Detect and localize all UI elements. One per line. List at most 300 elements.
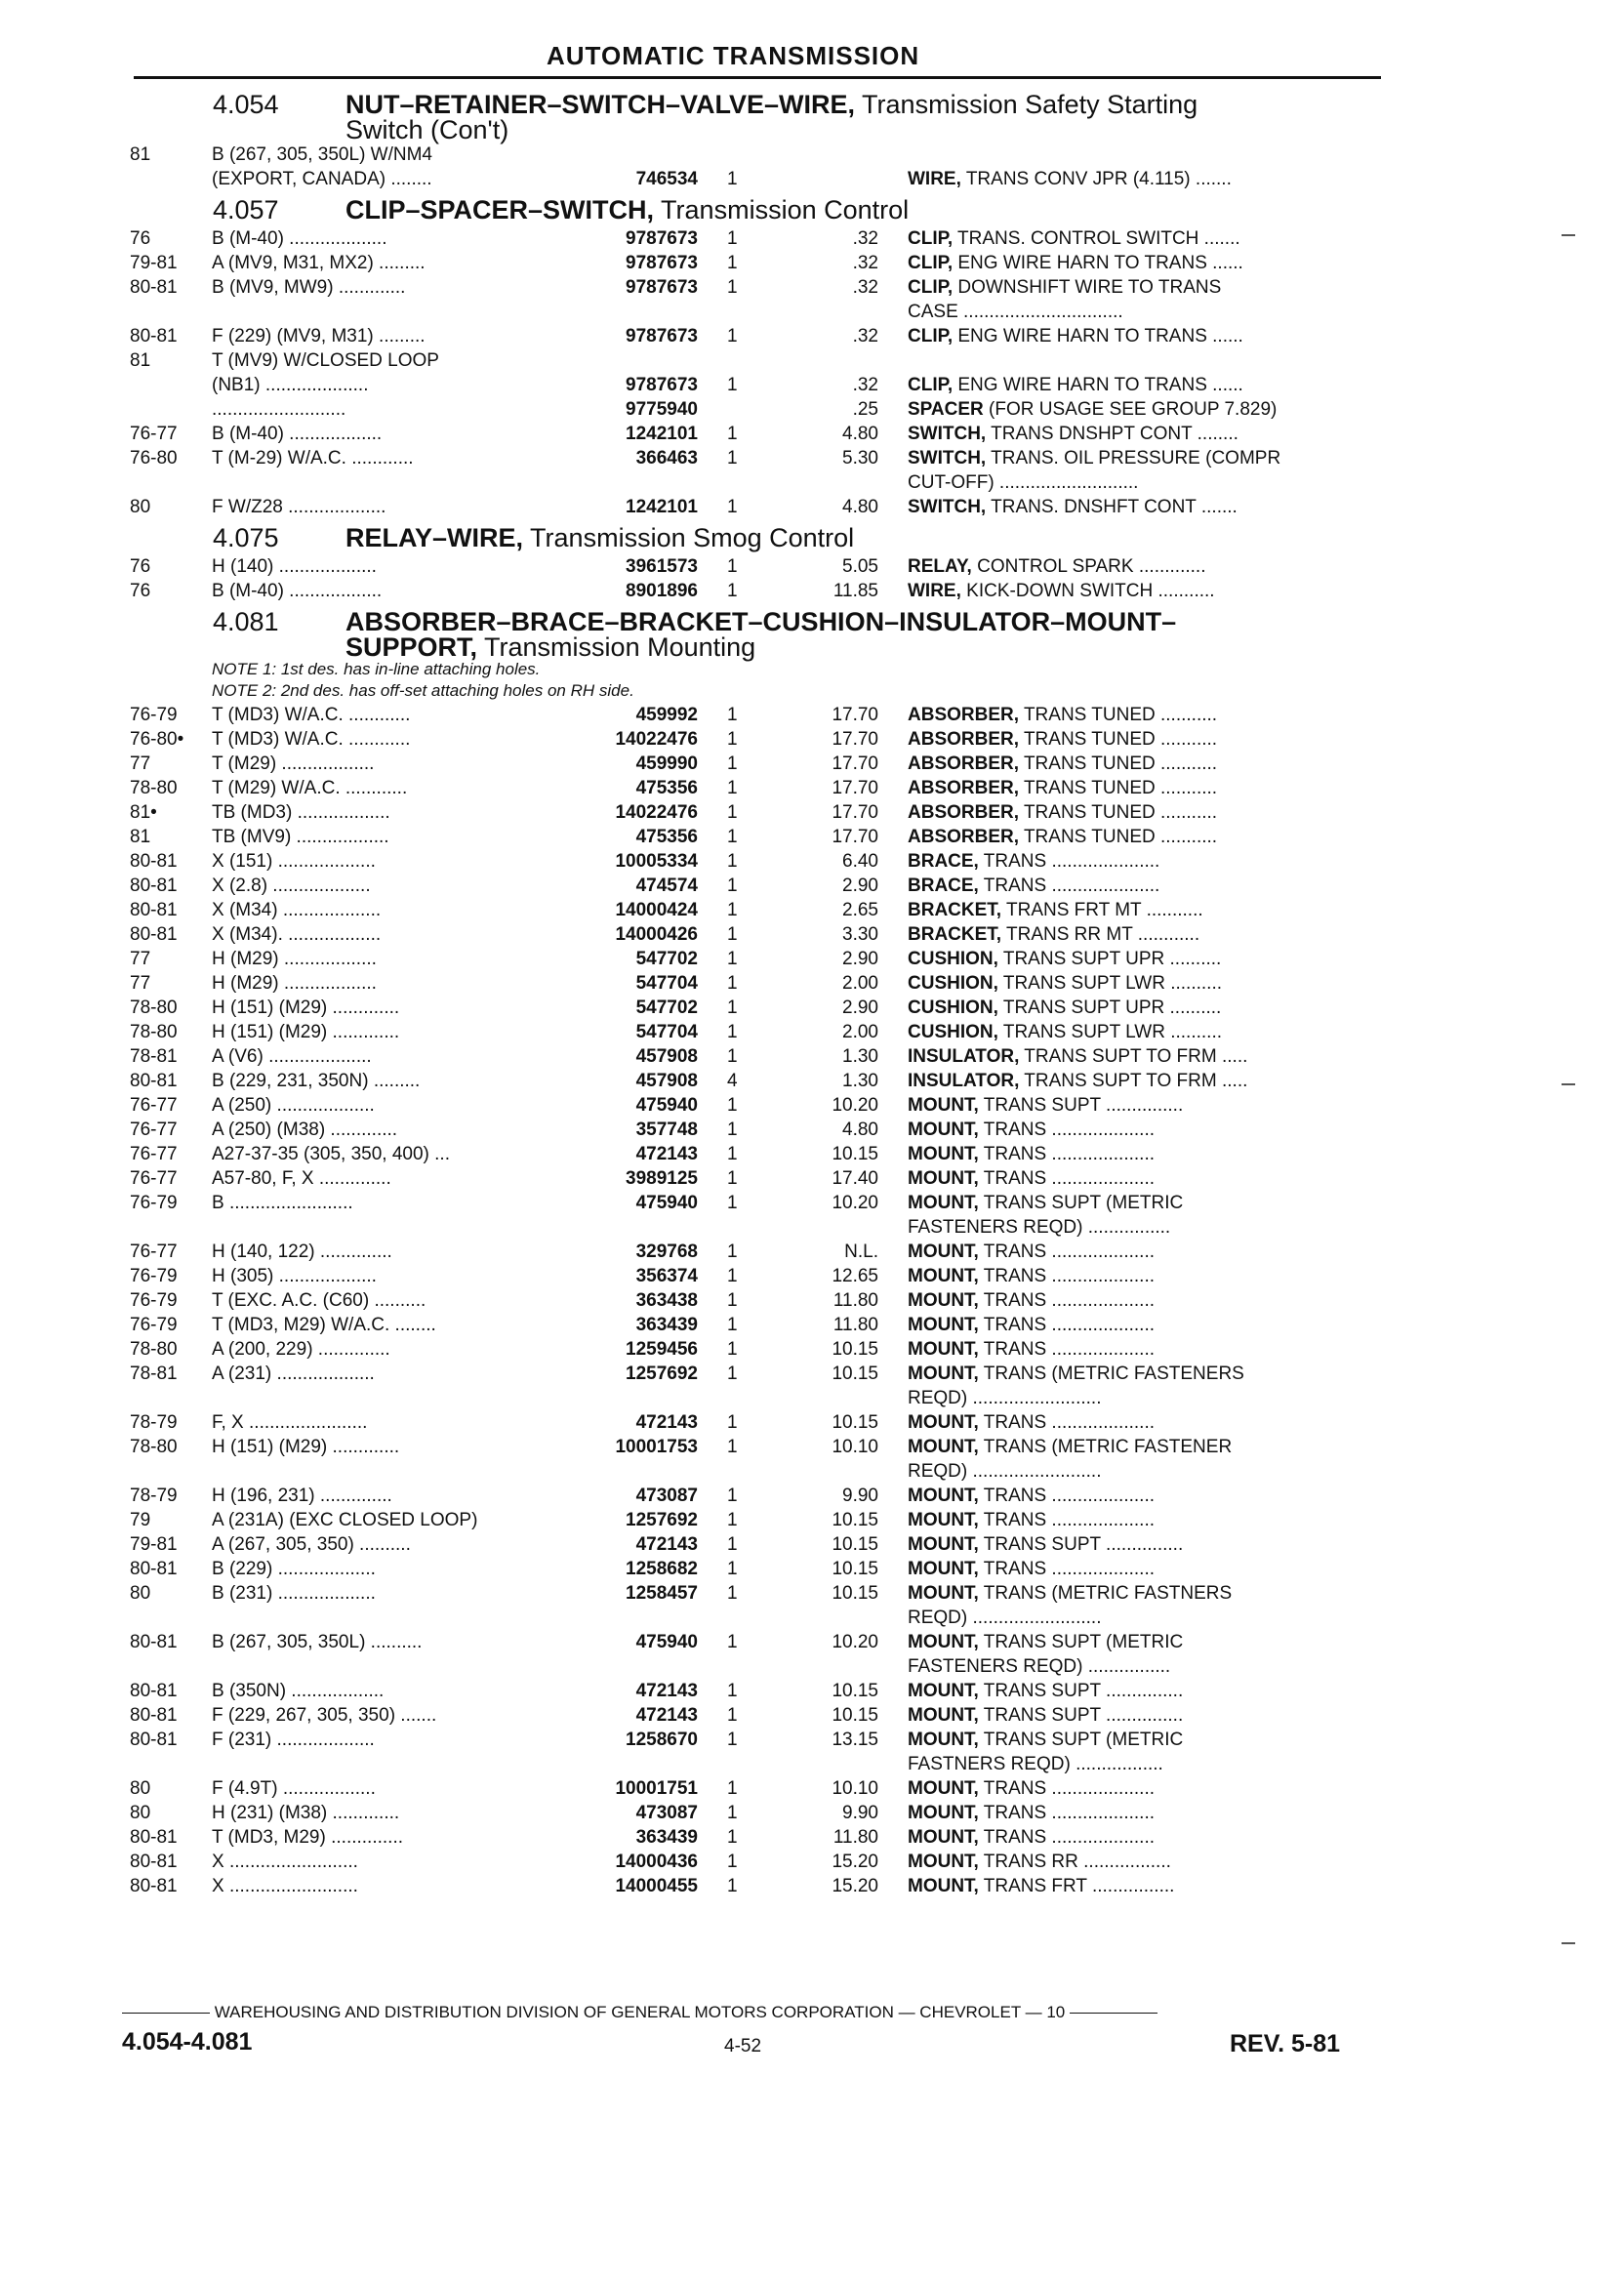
part-detail: TRANS CONV JPR (4.115) .......: [960, 169, 1232, 189]
price: 1.30: [842, 1071, 878, 1091]
model-year: 76-80•: [130, 729, 184, 750]
part-number: 1257692: [626, 1364, 698, 1384]
part-number: 475940: [635, 1632, 698, 1652]
model-code: B (MV9, MW9) .............: [212, 277, 406, 298]
part-description: [908, 1118, 1384, 1142]
section-heading: [213, 523, 854, 552]
model-year: 80-81: [130, 1876, 178, 1896]
part-number: 475356: [635, 778, 698, 798]
quantity: 1: [727, 1168, 738, 1189]
model-code: A (250) (M38) .............: [212, 1120, 398, 1140]
part-description: [908, 422, 1384, 446]
part-detail: TRANS ....................: [978, 1412, 1156, 1433]
part-detail: ENG WIRE HARN TO TRANS ......: [953, 253, 1243, 273]
part-description: [908, 727, 1384, 752]
price: 15.20: [832, 1876, 878, 1896]
section-title-rest: Transmission Control: [654, 195, 910, 224]
part-description: [908, 373, 1384, 397]
model-year: 80-81: [130, 326, 178, 346]
part-detail: TRANS ....................: [978, 1559, 1156, 1579]
price: 3.30: [842, 924, 878, 945]
margin-mark: [1562, 1083, 1575, 1085]
table-row: [0, 324, 1624, 348]
part-detail: TRANS ....................: [978, 1315, 1156, 1335]
table-row: [0, 1069, 1624, 1093]
part-description: [908, 1386, 1384, 1410]
part-name: BRACKET,: [908, 900, 1002, 920]
part-name: MOUNT,: [908, 1778, 979, 1799]
part-detail: TRANS .....................: [978, 851, 1160, 872]
quantity: 1: [727, 1681, 738, 1701]
part-number: 473087: [635, 1486, 698, 1506]
section-title: [345, 523, 854, 552]
quantity: 1: [727, 1632, 738, 1652]
model-year: 80-81: [130, 1730, 178, 1750]
model-code: A (250) ...................: [212, 1095, 375, 1116]
quantity: 1: [727, 1022, 738, 1042]
page-number: 4-52: [724, 2036, 762, 2056]
part-detail: TRANS. DNSHFT CONT .......: [986, 497, 1238, 517]
price: 10.15: [832, 1583, 878, 1604]
part-description: [908, 1850, 1384, 1874]
model-code: (NB1) ....................: [212, 375, 369, 395]
part-detail: TRANS DNSHPT CONT ........: [986, 424, 1238, 444]
quantity: 1: [727, 924, 738, 945]
part-description: [908, 1581, 1384, 1606]
quantity: 1: [727, 1193, 738, 1213]
model-year: 80: [130, 1803, 151, 1823]
quantity: 1: [727, 1852, 738, 1872]
part-name: MOUNT,: [908, 1315, 979, 1335]
part-number: 1258457: [626, 1583, 698, 1604]
part-name: MOUNT,: [908, 1193, 979, 1213]
footer-rule-right: [1070, 2013, 1157, 2014]
price: 10.20: [832, 1095, 878, 1116]
table-row: [0, 348, 1624, 373]
part-description: [908, 1337, 1384, 1362]
part-name: CLIP,: [908, 326, 954, 346]
part-description: [908, 800, 1384, 825]
margin-mark: [1562, 234, 1575, 236]
quantity: 1: [727, 1120, 738, 1140]
price: .32: [852, 277, 878, 298]
table-row: [0, 167, 1624, 191]
model-year: 78-80: [130, 1339, 178, 1360]
part-name: MOUNT,: [908, 1486, 979, 1506]
quantity: 1: [727, 1827, 738, 1848]
part-number: 14000436: [615, 1852, 698, 1872]
quantity: 1: [727, 497, 738, 517]
part-number: 472143: [635, 1681, 698, 1701]
part-number: 357748: [635, 1120, 698, 1140]
table-row: [0, 1362, 1624, 1386]
price: 4.80: [842, 424, 878, 444]
table-row: [0, 1386, 1624, 1410]
part-name: SPACER: [908, 399, 984, 420]
part-name: MOUNT,: [908, 1705, 979, 1726]
model-year: 80-81: [130, 851, 178, 872]
part-name: CLIP,: [908, 253, 954, 273]
model-code: F (4.9T) ..................: [212, 1778, 376, 1799]
model-year: 76-77: [130, 1120, 178, 1140]
part-detail: TRANS ....................: [978, 1120, 1156, 1140]
model-year: 81: [130, 144, 151, 165]
part-description: [908, 446, 1384, 470]
part-name: BRACE,: [908, 851, 979, 872]
quantity: 1: [727, 326, 738, 346]
model-code: A (200, 229) ..............: [212, 1339, 390, 1360]
section-title-bold: ABSORBER–BRACE–BRACKET–CUSHION–INSULATOR–MOUNT–: [345, 607, 1177, 636]
part-name: BRACKET,: [908, 924, 1002, 945]
model-code: H (140, 122) ..............: [212, 1242, 392, 1262]
model-year: 79-81: [130, 1534, 178, 1555]
quantity: 1: [727, 169, 738, 189]
part-name: MOUNT,: [908, 1534, 979, 1555]
part-detail: TRANS ....................: [978, 1266, 1156, 1286]
part-name: ABSORBER,: [908, 802, 1020, 823]
quantity: 1: [727, 556, 738, 577]
table-row: [0, 898, 1624, 922]
price: 4.80: [842, 1120, 878, 1140]
table-row: [0, 1044, 1624, 1069]
table-row: [0, 1484, 1624, 1508]
part-detail: FASTENERS REQD) ................: [908, 1217, 1171, 1238]
part-detail: KICK-DOWN SWITCH ...........: [960, 581, 1215, 601]
part-name: ABSORBER,: [908, 705, 1020, 725]
part-number: 14022476: [615, 729, 698, 750]
part-detail: TRANS ....................: [978, 1827, 1156, 1848]
model-year: 80-81: [130, 1559, 178, 1579]
table-row: [0, 825, 1624, 849]
section-title-bold: NUT–RETAINER–SWITCH–VALVE–WIRE,: [345, 90, 856, 119]
quantity: 1: [727, 1705, 738, 1726]
part-name: MOUNT,: [908, 1510, 979, 1530]
quantity: 1: [727, 1559, 738, 1579]
part-description: [908, 776, 1384, 800]
quantity: 1: [727, 753, 738, 774]
quantity: 1: [727, 1730, 738, 1750]
section-title-line2-text: Switch (Con't): [345, 115, 509, 144]
price: 10.15: [832, 1559, 878, 1579]
part-detail: TRANS SUPT ...............: [978, 1095, 1184, 1116]
part-description: [908, 1728, 1384, 1752]
section-note: NOTE 2: 2nd des. has off-set attaching holes on RH side.: [212, 681, 634, 700]
price: 10.15: [832, 1510, 878, 1530]
table-row: [0, 1532, 1624, 1557]
table-row: [0, 1825, 1624, 1850]
table-row: [0, 1508, 1624, 1532]
price: 17.40: [832, 1168, 878, 1189]
margin-mark: [1562, 1942, 1575, 1944]
quantity: 1: [727, 973, 738, 994]
price: 17.70: [832, 729, 878, 750]
part-number: 14000426: [615, 924, 698, 945]
part-number: 9787673: [626, 253, 698, 273]
page-title: AUTOMATIC TRANSMISSION: [547, 41, 920, 70]
model-code: H (196, 231) ..............: [212, 1486, 392, 1506]
model-year: 80: [130, 497, 151, 517]
table-row: [0, 1752, 1624, 1776]
part-name: MOUNT,: [908, 1827, 979, 1848]
price: 10.15: [832, 1364, 878, 1384]
revision-label: REV. 5-81: [1230, 2030, 1341, 2057]
model-code: TB (MV9) ..................: [212, 827, 389, 847]
quantity: 1: [727, 1339, 738, 1360]
model-year: 76-80: [130, 448, 178, 468]
table-row: [0, 1191, 1624, 1215]
part-description: [908, 1288, 1384, 1313]
model-code: T (MD3) W/A.C. ............: [212, 705, 411, 725]
table-row: [0, 703, 1624, 727]
part-detail: (FOR USAGE SEE GROUP 7.829): [983, 399, 1278, 420]
part-name: MOUNT,: [908, 1412, 979, 1433]
part-detail: REQD) .........................: [908, 1608, 1102, 1628]
part-name: RELAY,: [908, 556, 972, 577]
part-number: 8901896: [626, 581, 698, 601]
model-year: 78-80: [130, 1022, 178, 1042]
part-description: [908, 1630, 1384, 1654]
section-number: 4.081: [213, 607, 279, 636]
table-row: [0, 874, 1624, 898]
table-row: [0, 1313, 1624, 1337]
model-code: A27-37-35 (305, 350, 400) ...: [212, 1144, 450, 1164]
part-name: MOUNT,: [908, 1290, 979, 1311]
part-description: [908, 1508, 1384, 1532]
part-description: [908, 300, 1384, 324]
part-description: [908, 1557, 1384, 1581]
part-number: 1242101: [626, 497, 698, 517]
part-number: 459992: [635, 705, 698, 725]
part-number: 9787673: [626, 277, 698, 298]
price: 17.70: [832, 827, 878, 847]
part-name: BRACE,: [908, 875, 979, 896]
part-description: [908, 1362, 1384, 1386]
part-number: 547704: [635, 973, 698, 994]
model-year: 80-81: [130, 1827, 178, 1848]
table-row: [0, 1118, 1624, 1142]
part-name: MOUNT,: [908, 1364, 979, 1384]
part-number: 457908: [635, 1046, 698, 1067]
price: 6.40: [842, 851, 878, 872]
footer-line: [122, 2003, 1381, 2022]
price: 2.90: [842, 875, 878, 896]
header-rule: [134, 76, 1381, 79]
quantity: 1: [727, 1315, 738, 1335]
table-row: [0, 422, 1624, 446]
quantity: 1: [727, 424, 738, 444]
section-title-line2-bold: SUPPORT,: [345, 632, 478, 662]
part-number: 1257692: [626, 1510, 698, 1530]
part-number: 475940: [635, 1193, 698, 1213]
price: 10.15: [832, 1339, 878, 1360]
model-code: X (151) ...................: [212, 851, 376, 872]
model-code: A (267, 305, 350) ..........: [212, 1534, 411, 1555]
part-detail: TRANS TUNED ...........: [1019, 729, 1218, 750]
footer-division: WAREHOUSING AND DISTRIBUTION DIVISION OF GENERAL MOTORS CORPORATION — CHEVROLET — 10: [214, 2003, 1066, 2021]
part-description: [908, 579, 1384, 603]
part-description: [908, 1484, 1384, 1508]
table-row: [0, 275, 1624, 300]
section-title-bold: RELAY–WIRE,: [345, 523, 524, 552]
part-name: INSULATOR,: [908, 1071, 1020, 1091]
table-row: [0, 1166, 1624, 1191]
price: 10.15: [832, 1705, 878, 1726]
part-description: [908, 1606, 1384, 1630]
model-year: 80-81: [130, 924, 178, 945]
part-number: 366463: [635, 448, 698, 468]
page-code: 4.054-4.081: [122, 2028, 253, 2056]
part-name: MOUNT,: [908, 1730, 979, 1750]
model-code: A (231) ...................: [212, 1364, 375, 1384]
part-name: ABSORBER,: [908, 729, 1020, 750]
model-year: 78-80: [130, 1437, 178, 1457]
part-detail: TRANS SUPT TO FRM .....: [1019, 1071, 1248, 1091]
part-name: SWITCH,: [908, 497, 987, 517]
model-year: 79-81: [130, 253, 178, 273]
price: 11.80: [832, 1315, 878, 1335]
part-name: MOUNT,: [908, 1120, 979, 1140]
quantity: 1: [727, 729, 738, 750]
part-number: 746534: [635, 169, 698, 189]
part-description: [908, 1191, 1384, 1215]
part-detail: TRANS ....................: [978, 1242, 1156, 1262]
part-description: [908, 1142, 1384, 1166]
part-description: [908, 922, 1384, 947]
part-description: [908, 1215, 1384, 1240]
model-year: 81: [130, 350, 151, 371]
quantity: 1: [727, 1534, 738, 1555]
part-number: 475940: [635, 1095, 698, 1116]
part-number: 473087: [635, 1803, 698, 1823]
model-year: 77: [130, 753, 151, 774]
quantity: 1: [727, 1437, 738, 1457]
model-year: 78-80: [130, 998, 178, 1018]
price: 2.00: [842, 1022, 878, 1042]
quantity: 1: [727, 802, 738, 823]
price: 1.30: [842, 1046, 878, 1067]
part-name: MOUNT,: [908, 1852, 979, 1872]
model-year: 80-81: [130, 1071, 178, 1091]
quantity: 1: [727, 1095, 738, 1116]
part-number: 472143: [635, 1705, 698, 1726]
table-row: [0, 373, 1624, 397]
price: 10.10: [832, 1437, 878, 1457]
part-detail: TRANS (METRIC FASTNERS: [978, 1583, 1233, 1604]
table-row: [0, 1703, 1624, 1728]
section-number: 4.054: [213, 90, 279, 119]
part-detail: TRANS RR .................: [978, 1852, 1171, 1872]
part-detail: TRANS SUPT ...............: [978, 1534, 1184, 1555]
price: 9.90: [842, 1803, 878, 1823]
part-detail: TRANS ....................: [978, 1290, 1156, 1311]
model-code: X (M34) ...................: [212, 900, 382, 920]
model-code: T (M-29) W/A.C. ............: [212, 448, 414, 468]
part-name: WIRE,: [908, 581, 961, 601]
price: 5.05: [842, 556, 878, 577]
model-code: H (140) ...................: [212, 556, 377, 577]
part-number: 14000424: [615, 900, 698, 920]
part-detail: TRANS (METRIC FASTENER: [978, 1437, 1233, 1457]
quantity: 1: [727, 1510, 738, 1530]
part-detail: TRANS ....................: [978, 1168, 1156, 1189]
part-description: [908, 825, 1384, 849]
model-code: (EXPORT, CANADA) ........: [212, 169, 432, 189]
part-name: MOUNT,: [908, 1339, 979, 1360]
model-code: B (267, 305, 350L) ..........: [212, 1632, 423, 1652]
model-year: 80-81: [130, 1632, 178, 1652]
model-code: F (229, 267, 305, 350) .......: [212, 1705, 437, 1726]
model-year: 76-79: [130, 1315, 178, 1335]
price: 17.70: [832, 802, 878, 823]
part-description: [908, 1069, 1384, 1093]
part-description: [908, 971, 1384, 996]
quantity: 1: [727, 1583, 738, 1604]
part-name: ABSORBER,: [908, 827, 1020, 847]
price: 13.15: [832, 1730, 878, 1750]
quantity: 1: [727, 448, 738, 468]
part-number: 472143: [635, 1412, 698, 1433]
part-number: 547702: [635, 949, 698, 969]
model-code: H (151) (M29) .............: [212, 1022, 400, 1042]
part-name: ABSORBER,: [908, 778, 1020, 798]
model-year: 77: [130, 949, 151, 969]
section-title: [345, 195, 909, 224]
model-code: A (MV9, M31, MX2) .........: [212, 253, 426, 273]
part-number: 10005334: [615, 851, 698, 872]
model-year: 76: [130, 581, 151, 601]
part-detail: TRANS ....................: [978, 1510, 1156, 1530]
section-title-rest: Transmission Smog Control: [523, 523, 855, 552]
model-code: T (MV9) W/CLOSED LOOP: [212, 350, 439, 371]
model-year: 80-81: [130, 277, 178, 298]
part-name: MOUNT,: [908, 1632, 979, 1652]
part-detail: TRANS. CONTROL SWITCH .......: [953, 228, 1240, 249]
part-detail: CUT-OFF) ...........................: [908, 472, 1139, 493]
model-year: 76-77: [130, 1242, 178, 1262]
part-detail: TRANS SUPT LWR ..........: [997, 1022, 1223, 1042]
model-code: T (MD3, M29) ..............: [212, 1827, 404, 1848]
table-row: [0, 251, 1624, 275]
model-year: 79: [130, 1510, 151, 1530]
part-detail: DOWNSHIFT WIRE TO TRANS: [953, 277, 1222, 298]
quantity: 1: [727, 228, 738, 249]
part-detail: ENG WIRE HARN TO TRANS ......: [953, 375, 1243, 395]
price: 10.10: [832, 1778, 878, 1799]
model-year: 78-79: [130, 1486, 178, 1506]
part-detail: TRANS. OIL PRESSURE (COMPR: [986, 448, 1281, 468]
table-row: [0, 1728, 1624, 1752]
table-row: [0, 1459, 1624, 1484]
part-detail: TRANS TUNED ...........: [1019, 802, 1218, 823]
part-detail: TRANS TUNED ...........: [1019, 827, 1218, 847]
part-description: [908, 849, 1384, 874]
price: 4.80: [842, 497, 878, 517]
part-description: [908, 167, 1384, 191]
part-number: 14022476: [615, 802, 698, 823]
price: 10.20: [832, 1193, 878, 1213]
table-row: [0, 922, 1624, 947]
section-title-rest: Transmission Safety Starting: [855, 90, 1198, 119]
model-code: B (229) ...................: [212, 1559, 376, 1579]
part-detail: TRANS SUPT (METRIC: [978, 1193, 1184, 1213]
part-number: 363439: [635, 1827, 698, 1848]
table-row: [0, 1288, 1624, 1313]
quantity: 1: [727, 1803, 738, 1823]
price: .32: [852, 326, 878, 346]
model-code: T (EXC. A.C. (C60) ..........: [212, 1290, 426, 1311]
model-year: 76-79: [130, 1193, 178, 1213]
price: 15.20: [832, 1852, 878, 1872]
